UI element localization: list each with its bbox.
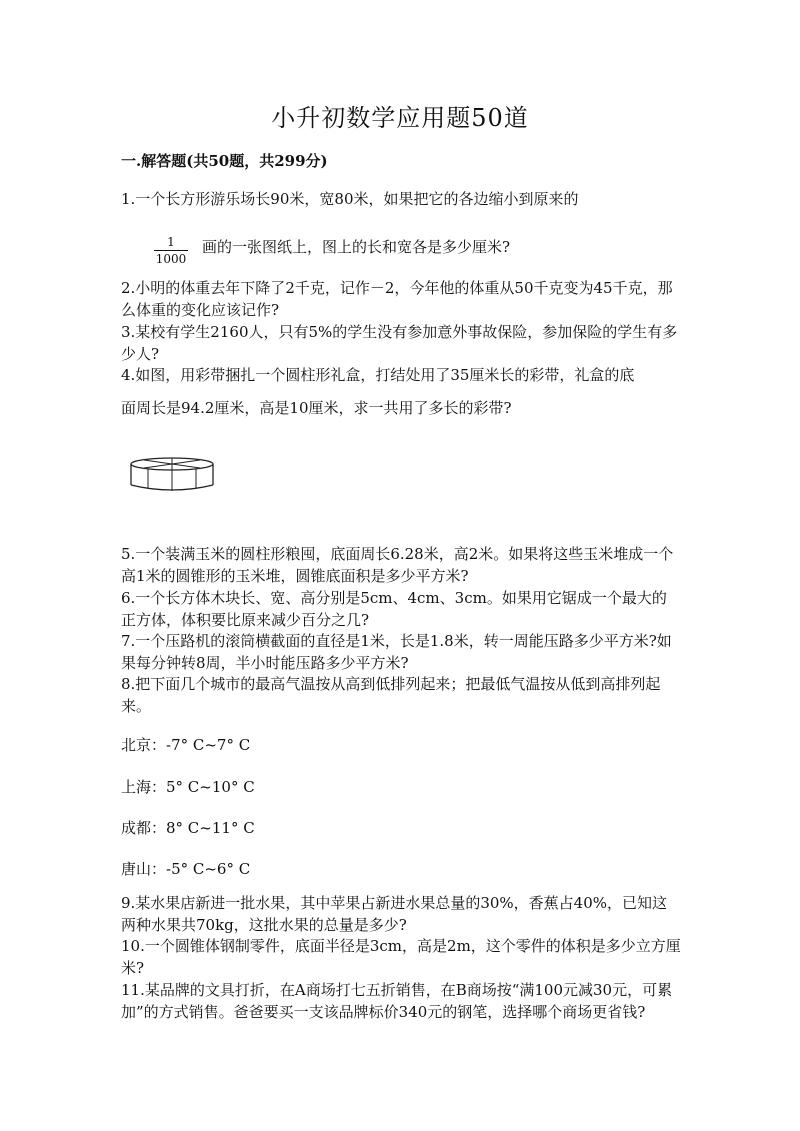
temperature-chengdu: 成都：8° C~11° C (121, 819, 255, 837)
fraction-bar (154, 250, 188, 251)
temperature-beijing: 北京：-7° C~7° C (121, 736, 251, 754)
question-1-line-1: 1.一个长方形游乐场长90米，宽80米，如果把它的各边缩小到原来的 (121, 190, 579, 208)
fraction-denominator: 1000 (155, 252, 187, 266)
question-4-line-2: 面周长是94.2厘米，高是10厘米，求一共用了多长的彩带? (121, 399, 512, 417)
fraction-one-thousandth (154, 235, 188, 266)
temperature-shanghai: 上海：5° C~10° C (121, 778, 255, 796)
section-heading: 一.解答题(共50题，共299分) (121, 152, 328, 170)
question-3: 3.某校有学生2160人，只有5%的学生没有参加意外事故保险，参加保险的学生有多少人? (121, 323, 678, 363)
page-title: 小升初数学应用题50道 (271, 104, 529, 132)
fraction-numerator: 1 (167, 235, 175, 249)
question-6: 6.一个长方体木块长、宽、高分别是5cm、4cm、3cm。如果用它锯成一个最大的正方体，体积要比原来减少百分之几? (121, 589, 667, 629)
question-4-line-1: 4.如图，用彩带捆扎一个圆柱形礼盒，打结处用了35厘米长的彩带，礼盒的底 (121, 366, 635, 384)
question-7: 7.一个压路机的滚筒横截面的直径是1米，长是1.8米，转一周能压路多少平方米?如果每分钟转8周，半小时能压路多少平方米? (121, 632, 672, 672)
question-9: 9.某水果店新进一批水果，其中苹果占新进水果总量的30%，香蕉占40%，已知这两种水果共70kg，这批水果的总量是多少? (121, 894, 667, 934)
question-11: 11.某品牌的文具打折，在A商场打七五折销售，在B商场按“满100元减30元，可累加”的方式销售。爸爸要买一支该品牌标价340元的钢笔，选择哪个商场更省钱? (121, 981, 673, 1021)
question-8: 8.把下面几个城市的最高气温按从高到低排列起来；把最低气温按从低到高排列起来。 (121, 675, 661, 715)
question-1-line-2: 画的一张图纸上，图上的长和宽各是多少厘米? (202, 238, 511, 256)
temperature-tangshan: 唐山：-5° C~6° C (121, 860, 251, 878)
question-10: 10.一个圆锥体钢制零件，底面半径是3cm，高是2m，这个零件的体积是多少立方厘米? (121, 937, 681, 977)
question-5: 5.一个装满玉米的圆柱形粮囤，底面周长6.28米，高2米。如果将这些玉米堆成一个高1米的圆锥形的玉米堆，圆锥底面积是多少平方米? (121, 545, 674, 585)
cylinder-gift-box-figure (128, 455, 218, 495)
question-2: 2.小明的体重去年下降了2千克，记作－2，今年他的体重从50千克变为45千克，那么体重的变化应该记作? (121, 279, 673, 319)
